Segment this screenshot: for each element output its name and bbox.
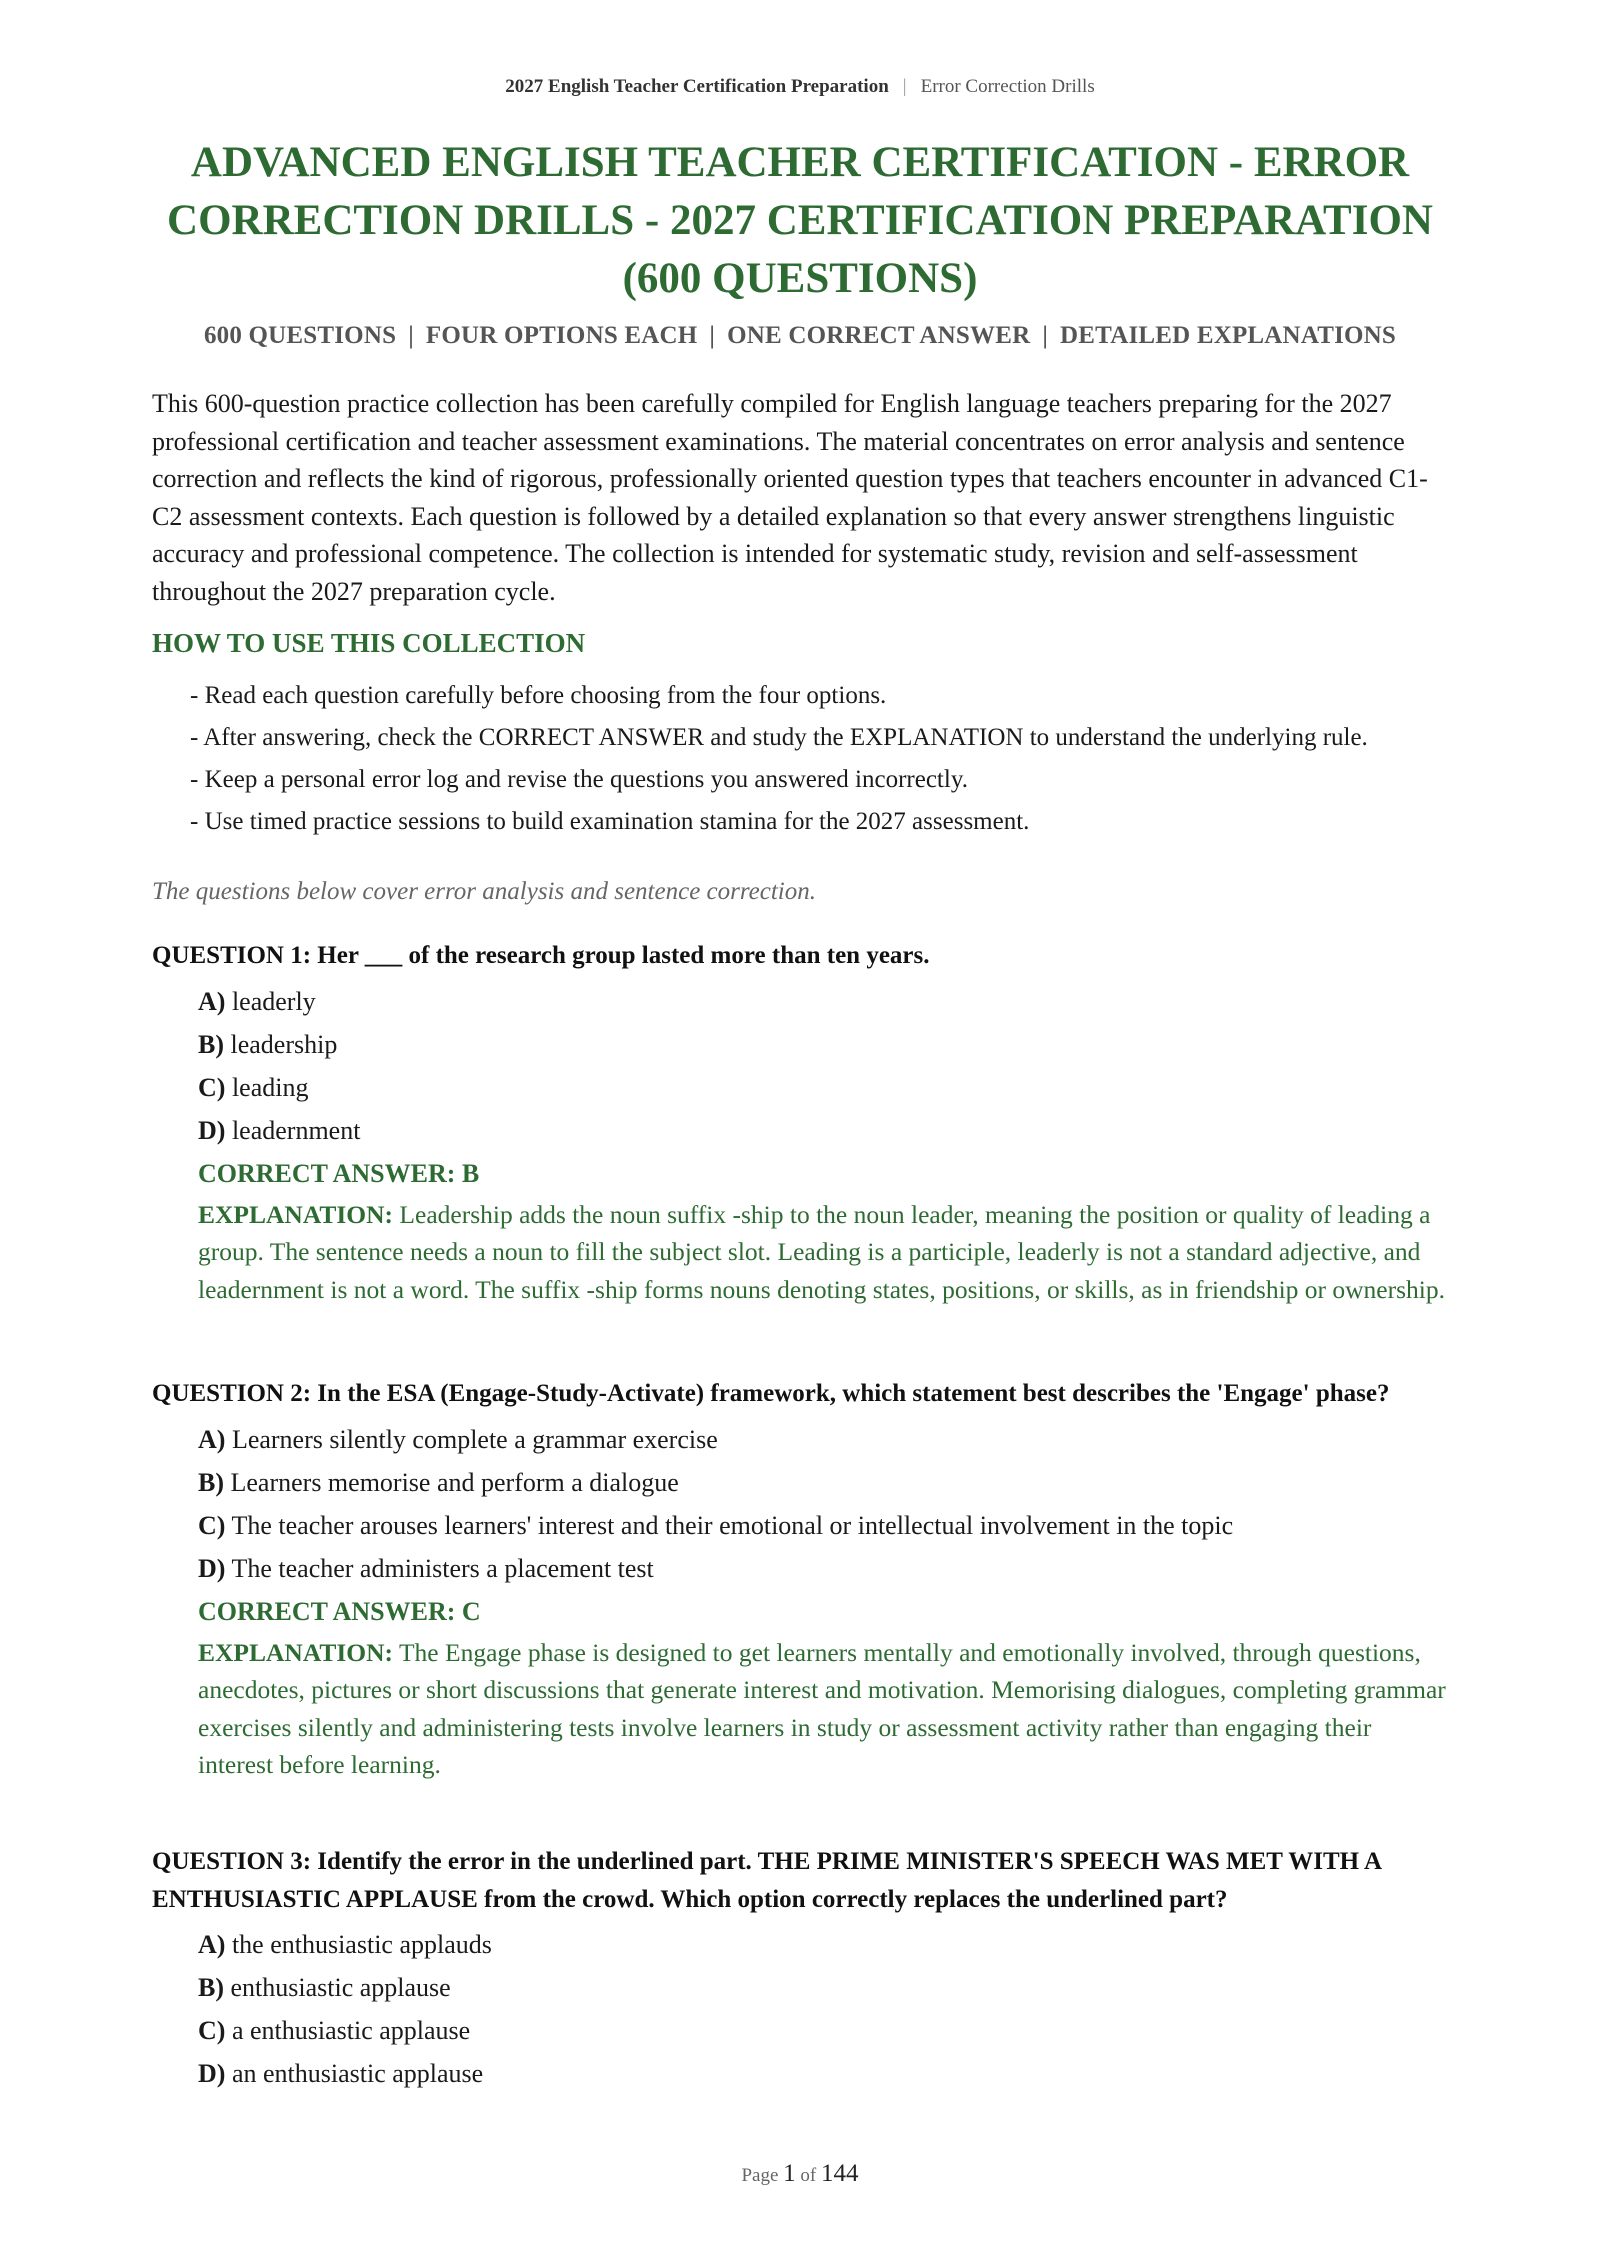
subtitle-part: ONE CORRECT ANSWER [727, 322, 1031, 349]
header-series-title: 2027 English Teacher Certification Preparation [505, 76, 889, 97]
option-letter: D) [198, 1553, 226, 1583]
option-letter: D) [198, 2059, 226, 2088]
intro-paragraph: This 600-question practice collection has been carefully compiled for English language teachers preparing for the 2027 professional certification and teacher assessment examinations. The material concentrates on error analysis and sentence correction and reflects the kind of rigorous, professionally oriented question types that teachers encounter in advanced C1-C2 assessment contexts. Each question is followed by a detailed explanation so that every answer strengthens linguistic accuracy and professional competence. The collection is intended for systematic study, revision and self-assessment throughout the 2027 preparation cycle. [152, 389, 1428, 606]
option-text: enthusiastic applause [230, 1973, 451, 2002]
coverage-note: The questions below cover error analysis and sentence correction. [152, 878, 817, 905]
option-text: The teacher administers a placement test [231, 1553, 654, 1583]
how-to-heading: HOW TO USE THIS COLLECTION [152, 628, 586, 658]
correct-answer: CORRECT ANSWER: C [198, 1596, 481, 1626]
option-c [198, 2009, 1448, 2052]
options-list [198, 980, 1448, 1152]
option-a [198, 1418, 1448, 1461]
how-to-list [190, 677, 1448, 845]
question-text: QUESTION 2: In the ESA (Engage-Study-Activate) framework, which statement best describes the 'Engage' phase? [152, 1380, 1390, 1407]
option-text: Learners silently complete a grammar exercise [231, 1424, 718, 1454]
option-text: leadernment [231, 1115, 361, 1145]
footer-total-pages: 144 [821, 2160, 859, 2187]
explanation-text: The Engage phase is designed to get learners mentally and emotionally involved, through questions, anecdotes, pictures or short discussions that generate interest and motivation. Memorising dialogues, completing grammar exercises silently and administering tests involve learners in study or assessment activity rather than engaging their interest before learning. [198, 1637, 1446, 1779]
option-letter: C) [198, 1072, 226, 1102]
subtitle-part: FOUR OPTIONS EACH [425, 322, 698, 349]
header-section: Error Correction Drills [920, 76, 1095, 97]
document-page [152, 0, 1448, 2262]
option-text: a enthusiastic applause [231, 2016, 471, 2045]
subtitle-separator: | [1042, 322, 1049, 349]
option-letter: C) [198, 1510, 226, 1540]
page-footer [152, 2160, 1448, 2188]
option-letter: A) [198, 1424, 226, 1454]
explanation-text: Leadership adds the noun suffix -ship to the noun leader, meaning the position or quality of leading a group. The sentence needs a noun to fill the subject slot. Leading is a participle, leaderly is not a standard adjective, and leadernment is not a word. The suffix -ship forms nouns denoting states, positions, or skills, as in friendship or ownership. [198, 1199, 1445, 1304]
option-b [198, 1966, 1448, 2009]
question-text: QUESTION 3: Identify the error in the underlined part. THE PRIME MINISTER'S SPEECH WAS MET WITH A ENTHUSIASTIC APPLAUSE from the crowd. Which option correctly replaces the underlined part? [152, 1848, 1381, 1913]
option-text: Learners memorise and perform a dialogue [230, 1467, 679, 1497]
option-text: The teacher arouses learners' interest and their emotional or intellectual involvement in the topic [231, 1510, 1234, 1540]
explanation [198, 1196, 1448, 1309]
option-letter: A) [198, 1930, 226, 1959]
question-block [152, 1375, 1448, 1784]
question-block [152, 1843, 1448, 2095]
option-text: leadership [230, 1029, 338, 1059]
option-text: leading [231, 1072, 309, 1102]
how-to-item: - Read each question carefully before choosing from the four options. [190, 682, 887, 709]
option-letter: B) [198, 1467, 224, 1497]
document-title: ADVANCED ENGLISH TEACHER CERTIFICATION - ERROR CORRECTION DRILLS - 2027 CERTIFICATION PREPARATION (600 QUESTIONS) [167, 139, 1433, 302]
option-a [198, 1923, 1448, 1966]
correct-answer: CORRECT ANSWER: B [198, 1158, 480, 1188]
option-text: an enthusiastic applause [231, 2059, 484, 2088]
how-to-item: - After answering, check the CORRECT ANSWER and study the EXPLANATION to understand the underlying rule. [190, 724, 1368, 751]
how-to-item: - Use timed practice sessions to build examination stamina for the 2027 assessment. [190, 808, 1030, 835]
option-c [198, 1066, 1448, 1109]
option-text: leaderly [231, 986, 316, 1016]
explanation-label: EXPLANATION: [198, 1199, 394, 1229]
how-to-item: - Keep a personal error log and revise the questions you answered incorrectly. [190, 766, 968, 793]
option-a [198, 980, 1448, 1023]
option-text: the enthusiastic applauds [231, 1930, 492, 1959]
explanation-label: EXPLANATION: [198, 1637, 394, 1667]
option-letter: C) [198, 2016, 226, 2045]
footer-of-word: of [800, 2165, 817, 2186]
option-d [198, 1547, 1448, 1590]
running-header [152, 76, 1448, 98]
options-list [198, 1923, 1448, 2095]
option-c [198, 1504, 1448, 1547]
document-subtitle [152, 322, 1448, 350]
option-letter: B) [198, 1029, 224, 1059]
explanation [198, 1634, 1448, 1784]
subtitle-separator: | [408, 322, 414, 349]
subtitle-part: 600 QUESTIONS [203, 322, 397, 349]
option-b [198, 1461, 1448, 1504]
subtitle-separator: | [709, 322, 716, 349]
subtitle-part: DETAILED EXPLANATIONS [1060, 322, 1397, 349]
options-list [198, 1418, 1448, 1590]
option-letter: B) [198, 1973, 224, 2002]
header-separator: | [902, 76, 907, 97]
question-text: QUESTION 1: Her ___ of the research group lasted more than ten years. [152, 942, 930, 969]
option-letter: A) [198, 986, 226, 1016]
option-d [198, 2052, 1448, 2095]
option-b [198, 1023, 1448, 1066]
option-d [198, 1109, 1448, 1152]
footer-current-page: 1 [783, 2160, 796, 2187]
footer-page-word: Page [741, 2165, 779, 2186]
question-block [152, 937, 1448, 1308]
option-letter: D) [198, 1115, 226, 1145]
